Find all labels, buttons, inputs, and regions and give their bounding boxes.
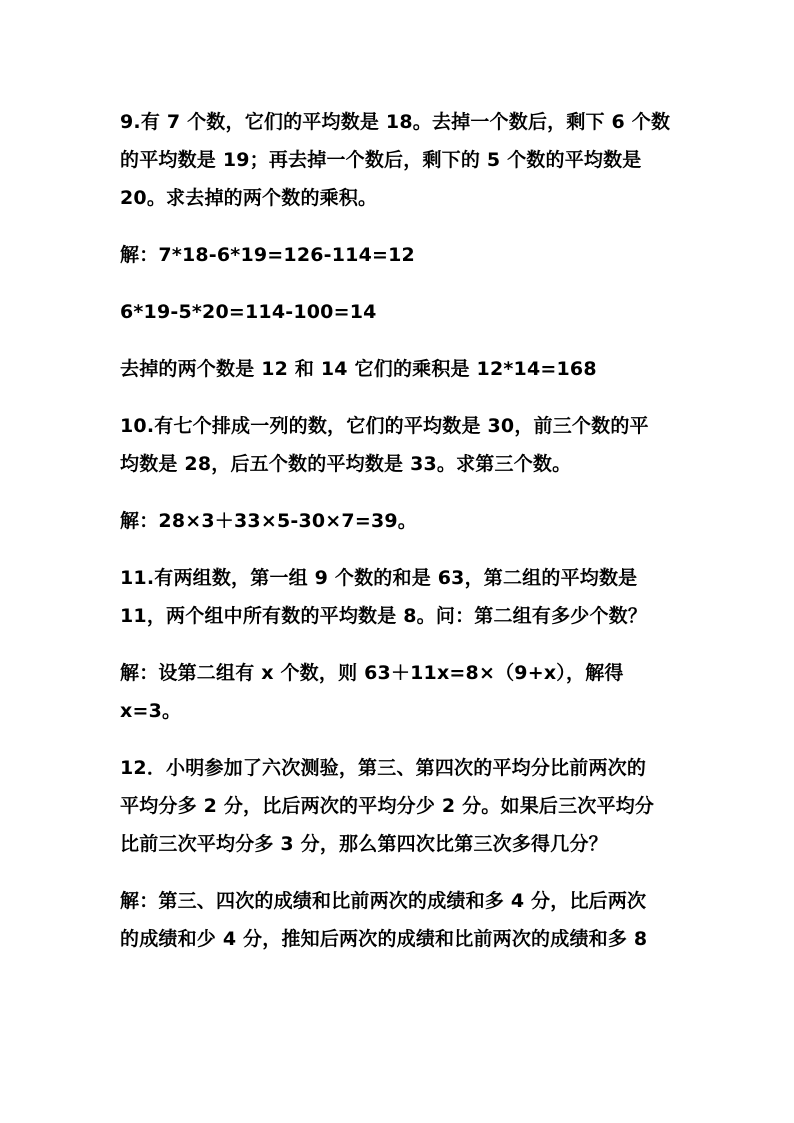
problem-9-solution-1 xyxy=(120,236,680,274)
problem-9-solution-2 xyxy=(120,293,680,331)
problem-9-line-2: 的平均数是 19；再去掉一个数后，剩下的 5 个数的平均数是 xyxy=(120,149,642,171)
problem-9-statement xyxy=(120,103,680,217)
problem-11-solution xyxy=(120,654,680,730)
problem-10-solution-line: 解：28×3＋33×5-30×7=39。 xyxy=(120,510,417,532)
problem-10-statement xyxy=(120,407,680,483)
problem-12-solution xyxy=(120,882,680,958)
problem-10-line-1: 10.有七个排成一列的数，它们的平均数是 30，前三个数的平 xyxy=(120,415,649,437)
problem-11-solution-line-2: x=3。 xyxy=(120,700,182,722)
document-body xyxy=(120,103,680,977)
problem-9-solution-line-2: 6*19-5*20=114-100=14 xyxy=(120,301,377,323)
problem-9-line-1: 9.有 7 个数，它们的平均数是 18。去掉一个数后，剩下 6 个数 xyxy=(120,111,671,133)
problem-11-solution-line-1: 解：设第二组有 x 个数，则 63＋11x=8×（9+x），解得 xyxy=(120,662,624,684)
problem-9-line-3: 20。求去掉的两个数的乘积。 xyxy=(120,187,378,209)
problem-11-line-1: 11.有两组数，第一组 9 个数的和是 63，第二组的平均数是 xyxy=(120,567,638,589)
problem-12-line-2: 平均分多 2 分，比后两次的平均分少 2 分。如果后三次平均分 xyxy=(120,795,655,817)
problem-12-line-1: 12．小明参加了六次测验，第三、第四次的平均分比前两次的 xyxy=(120,757,647,779)
problem-10-solution xyxy=(120,502,680,540)
problem-9-solution-line-1: 解：7*18-6*19=126-114=12 xyxy=(120,244,415,266)
problem-9-solution-line-3: 去掉的两个数是 12 和 14 它们的乘积是 12*14=168 xyxy=(120,358,597,380)
problem-11-line-2: 11，两个组中所有数的平均数是 8。问：第二组有多少个数？ xyxy=(120,605,648,627)
problem-10-line-2: 均数是 28，后五个数的平均数是 33。求第三个数。 xyxy=(120,453,572,475)
problem-12-solution-line-2: 的成绩和少 4 分，推知后两次的成绩和比前两次的成绩和多 8 xyxy=(120,928,648,950)
problem-12-solution-line-1: 解：第三、四次的成绩和比前两次的成绩和多 4 分，比后两次 xyxy=(120,890,647,912)
problem-11-statement xyxy=(120,559,680,635)
problem-12-line-3: 比前三次平均分多 3 分，那么第四次比第三次多得几分？ xyxy=(120,833,608,855)
problem-9-solution-3 xyxy=(120,350,680,388)
problem-12-statement xyxy=(120,749,680,863)
